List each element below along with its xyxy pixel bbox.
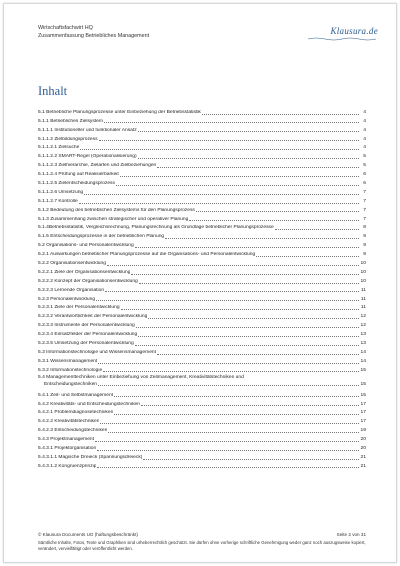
toc-entry[interactable] [38,214,366,223]
toc-entry[interactable] [38,443,366,452]
toc-entry-page: 5 [363,154,366,160]
toc-entry-page: 6 [363,181,366,187]
toc-entry-label: 5.3.2 Informationstechnologie [38,367,103,373]
toc-entry-page: 5 [363,163,366,169]
toc-entry-page: 8 [363,225,366,231]
toc-entry-label: 5.1.2 Bedeutung des betrieblichen Zielsystems für den Planungsprozess [38,207,195,213]
toc-entry-label: 5.2.2.1 Ziele der Organisationsentwicklung [38,269,131,275]
toc-leader-dots [116,185,359,186]
toc-entry[interactable] [38,187,366,196]
toc-entry[interactable] [38,425,366,434]
toc-leader-dots [157,354,359,355]
toc-entry-label: 5.4.2.1 Problemdiagnosetechniken [38,410,114,416]
toc-entry[interactable] [38,434,366,443]
toc-entry-page: 20 [360,437,366,443]
toc-leader-dots [95,441,359,442]
toc-leader-dots [136,327,359,328]
toc-entry-label: 5.1.1.2 Zielbildungsprozess [38,136,98,142]
toc-entry[interactable] [38,231,366,240]
toc-leader-dots [98,385,359,386]
toc-leader-dots [103,371,359,372]
toc-leader-dots [96,300,359,301]
toc-entry[interactable] [38,178,366,187]
toc-entry-label: 5.2.3.5 Umsetzung der Personalentwicklung [38,341,134,347]
toc-leader-dots [121,309,359,310]
toc-entry-page: 13 [360,341,366,347]
toc-leader-dots [135,247,359,248]
toc-leader-dots [114,396,359,397]
toc-entry[interactable] [38,151,366,160]
toc-entry-page: 7 [363,216,366,222]
toc-leader-dots [165,238,359,239]
toc-leader-dots [275,229,359,230]
toc-entry-label: 5.3 Informationstechnologie und Wissensmanagement [38,349,156,355]
toc-entry-page: 6 [363,172,366,178]
toc-leader-dots [256,256,359,257]
toc-leader-dots [97,450,359,451]
toc-entry-label: 5.4.3 Projektmanagement [38,437,95,443]
toc-leader-dots [131,274,359,275]
toc-leader-dots [104,122,359,123]
page-title: Inhalt [38,84,68,98]
footer-copyright: © Klausura Documents UG (haftungsbeschränkt) [38,532,138,537]
toc-entry[interactable] [38,390,366,399]
toc-entry[interactable] [38,240,366,249]
footer-page-info: Seite 2 von 31 [336,532,366,537]
toc-entry[interactable] [38,285,366,294]
toc-leader-dots [148,318,359,319]
toc-entry-page: 4 [363,109,366,115]
toc-leader-dots [107,265,359,266]
toc-leader-dots [100,423,359,424]
toc-entry-label: 5.4.3.1.1 Magische Dreieck (Spannungsdreieck) [38,454,143,460]
toc-entry-page: 7 [363,207,366,213]
toc-entry-label: 5.4 Managementtechniken unter Einbeziehung von Zeitmanagement, Kreativitätstechniken und [38,374,244,380]
toc-entry-label: 5.1.4Betriebsstatistik, Vergleichsrechnung, Planungsrechnung als Grundlage betrieblicher Planungsprozesse [38,225,274,231]
toc-entry[interactable] [38,303,366,312]
toc-leader-dots [105,291,359,292]
toc-entry-label: 5.3.1 Wissensmanagement [38,358,98,364]
toc-entry-label: 5.4.3.1 Projektorganisation [38,445,97,451]
toc-entry[interactable] [38,116,366,125]
toc-leader-dots [108,432,359,433]
table-of-contents [38,107,366,470]
toc-entry-label: 5.2.3.4 Einsatzfelder der Personalentwicklung [38,332,138,338]
toc-entry[interactable] [38,338,366,347]
toc-leader-dots [189,220,359,221]
toc-leader-dots [138,336,359,337]
toc-entry[interactable] [38,160,366,169]
toc-entry-label: 5.1 Betriebliche Planungsprozesse unter Einbeziehung der Betriebsstatistik [38,109,201,115]
toc-entry-label: 5.4.2.2 Kreativitätstechniken [38,419,100,425]
toc-leader-dots [114,414,359,415]
toc-entry-label: 5.1.1.2.3 Zielhierarchie, Zielarten und Zielbeziehungen [38,163,157,169]
toc-entry-page: 17 [360,419,366,425]
toc-entry-label-continued: Entscheidungstechniken [44,381,98,387]
toc-entry[interactable] [38,267,366,276]
toc-entry-page: 12 [360,323,366,329]
toc-entry-label: 5.4.2 Kreativitäts- und Entscheidungstechniken [38,401,140,407]
toc-entry[interactable] [38,461,366,470]
toc-leader-dots [138,131,359,132]
toc-entry[interactable] [38,408,366,417]
toc-entry[interactable] [38,365,366,374]
toc-entry-page: 4 [363,118,366,124]
toc-leader-dots [196,211,359,212]
toc-entry-page: 15 [360,367,366,373]
toc-leader-dots [202,114,359,115]
toc-entry[interactable] [38,416,366,425]
toc-entry-page: 14 [360,349,366,355]
toc-entry-label: 5.2.3 Personalentwicklung [38,296,96,302]
toc-leader-dots [80,149,359,150]
toc-entry-page: 14 [360,358,366,364]
toc-entry-page: 10 [360,269,366,275]
toc-entry[interactable] [38,125,366,134]
toc-entry-page: 11 [360,287,366,293]
toc-entry[interactable] [38,196,366,205]
toc-entry[interactable] [38,311,366,320]
toc-entry-label: 5.2.2 Organisationsentwicklung [38,261,106,267]
toc-entry-page: 4 [363,145,366,151]
page-footer [38,532,366,552]
toc-entry-page: 12 [360,314,366,320]
toc-entry-label: 5.2 Organisations- und Personalentwicklung [38,243,134,249]
toc-entry-label: 5.2.1 Auswirkungen betrieblicher Planungsprozesse auf die Organisations- und Personalentwicklung [38,252,256,258]
toc-entry-page: 10 [360,261,366,267]
toc-entry[interactable] [38,294,366,303]
toc-entry-label: 5.1.1.2.4 Prüfung auf Realisierbarkeit [38,172,119,178]
toc-entry-label: 5.1.1.2.7 Kontrolle [38,198,78,204]
toc-entry[interactable] [38,374,366,390]
toc-entry[interactable] [38,143,366,152]
toc-entry[interactable] [38,134,366,143]
toc-entry[interactable] [38,329,366,338]
toc-entry-label: 5.4.1 Zeit- und Selbstmanagement [38,392,114,398]
toc-entry[interactable] [38,258,366,267]
toc-entry-page: 9 [363,252,366,258]
toc-leader-dots [143,459,359,460]
toc-entry[interactable] [38,107,366,116]
page-header [38,24,378,50]
toc-entry-page: 9 [363,243,366,249]
toc-leader-dots [98,363,359,364]
toc-entry[interactable] [38,169,366,178]
toc-entry-page: 9 [363,234,366,240]
toc-entry[interactable] [38,452,366,461]
klausura-logo: Klausura.de [330,26,378,36]
toc-leader-dots [84,194,359,195]
toc-entry-page: 17 [360,401,366,407]
toc-leader-dots [79,203,359,204]
toc-entry[interactable] [38,347,366,356]
toc-entry[interactable] [38,320,366,329]
toc-leader-dots [141,405,359,406]
toc-entry-page: 20 [360,445,366,451]
toc-entry-label: 5.2.3.2 Verantwortlichkeit der Personalentwicklung [38,314,148,320]
toc-leader-dots [138,158,359,159]
toc-entry-page: 19 [360,428,366,434]
logo-wave-icon [308,37,376,41]
toc-entry-page: 21 [360,454,366,460]
toc-entry-page: 7 [363,189,366,195]
toc-entry[interactable] [38,205,366,214]
toc-entry[interactable] [38,249,366,258]
footer-copyright-note: Sämtliche Inhalte, Fotos, Texte und Graphiken sind urheberrechtlich geschützt. Sie dürfen ohne vorherige schriftliche Genehmigung weder ganz noch auszugsweise kopiert, verändert, vervielfältigt oder veröffentlicht werden. [38,540,366,551]
toc-entry-label: 5.1.3 Zusammenhang zwischen strategischer und operativer Planung [38,216,189,222]
document-page [3,3,397,563]
toc-leader-dots [135,345,359,346]
toc-entry-page: 4 [363,136,366,142]
toc-leader-dots [99,140,359,141]
toc-leader-dots [97,467,359,468]
toc-entry[interactable] [38,276,366,285]
toc-leader-dots [139,283,359,284]
toc-entry-page: 17 [360,410,366,416]
toc-entry-label: 5.1.1.2.5 Zielentscheidungsprozess [38,181,115,187]
toc-entry-page: 13 [360,332,366,338]
toc-entry-page: 7 [363,198,366,204]
toc-entry[interactable] [38,223,366,232]
toc-entry-page: 11 [360,296,366,302]
toc-entry-label: 5.2.2.3 Lernende Organisation [38,287,105,293]
toc-entry-label: 5.4.2.3 Entscheidungstechniken [38,428,108,434]
header-subtitle: Zusammenfassung Betriebliches Management [38,33,150,39]
toc-entry-page: 4 [363,127,366,133]
toc-entry-label: 5.2.2.2 Konzept der Organisationsentwicklung [38,278,138,284]
toc-entry-page: 15 [360,381,366,387]
toc-entry-label: 5.1.1.2.2 SMART-Regel (Operationalisierung) [38,154,137,160]
toc-entry[interactable] [38,399,366,408]
toc-entry-label: 5.1.1.1 Institutioneller und funktionaler Ansatz [38,127,137,133]
toc-entry-label: 5.1.1.2.6 Umsetzung [38,189,84,195]
toc-leader-dots [120,176,359,177]
toc-entry-label: 5.2.3.1 Ziele der Personalentwicklung [38,305,120,311]
toc-entry-label: 5.1.1.2.1 Zielsuche [38,145,80,151]
toc-entry[interactable] [38,356,366,365]
toc-entry-page: 11 [360,305,366,311]
toc-entry-page: 10 [360,278,366,284]
toc-entry-label: 5.4.3.1.2 Kongruenzprinzip [38,463,97,469]
toc-entry-page: 15 [360,392,366,398]
toc-entry-label: 5.1.1 Betriebliches Zielsystem [38,118,103,124]
header-course-title: Wirtschaftsfachwirt HQ [38,25,93,31]
toc-entry-label: 5.1.5 Entscheidungsprozesse in der betrieblichen Planung [38,234,165,240]
toc-entry-label: 5.2.3.3 Instrumente der Personalentwicklung [38,323,135,329]
toc-leader-dots [157,167,359,168]
toc-entry-page: 21 [360,463,366,469]
